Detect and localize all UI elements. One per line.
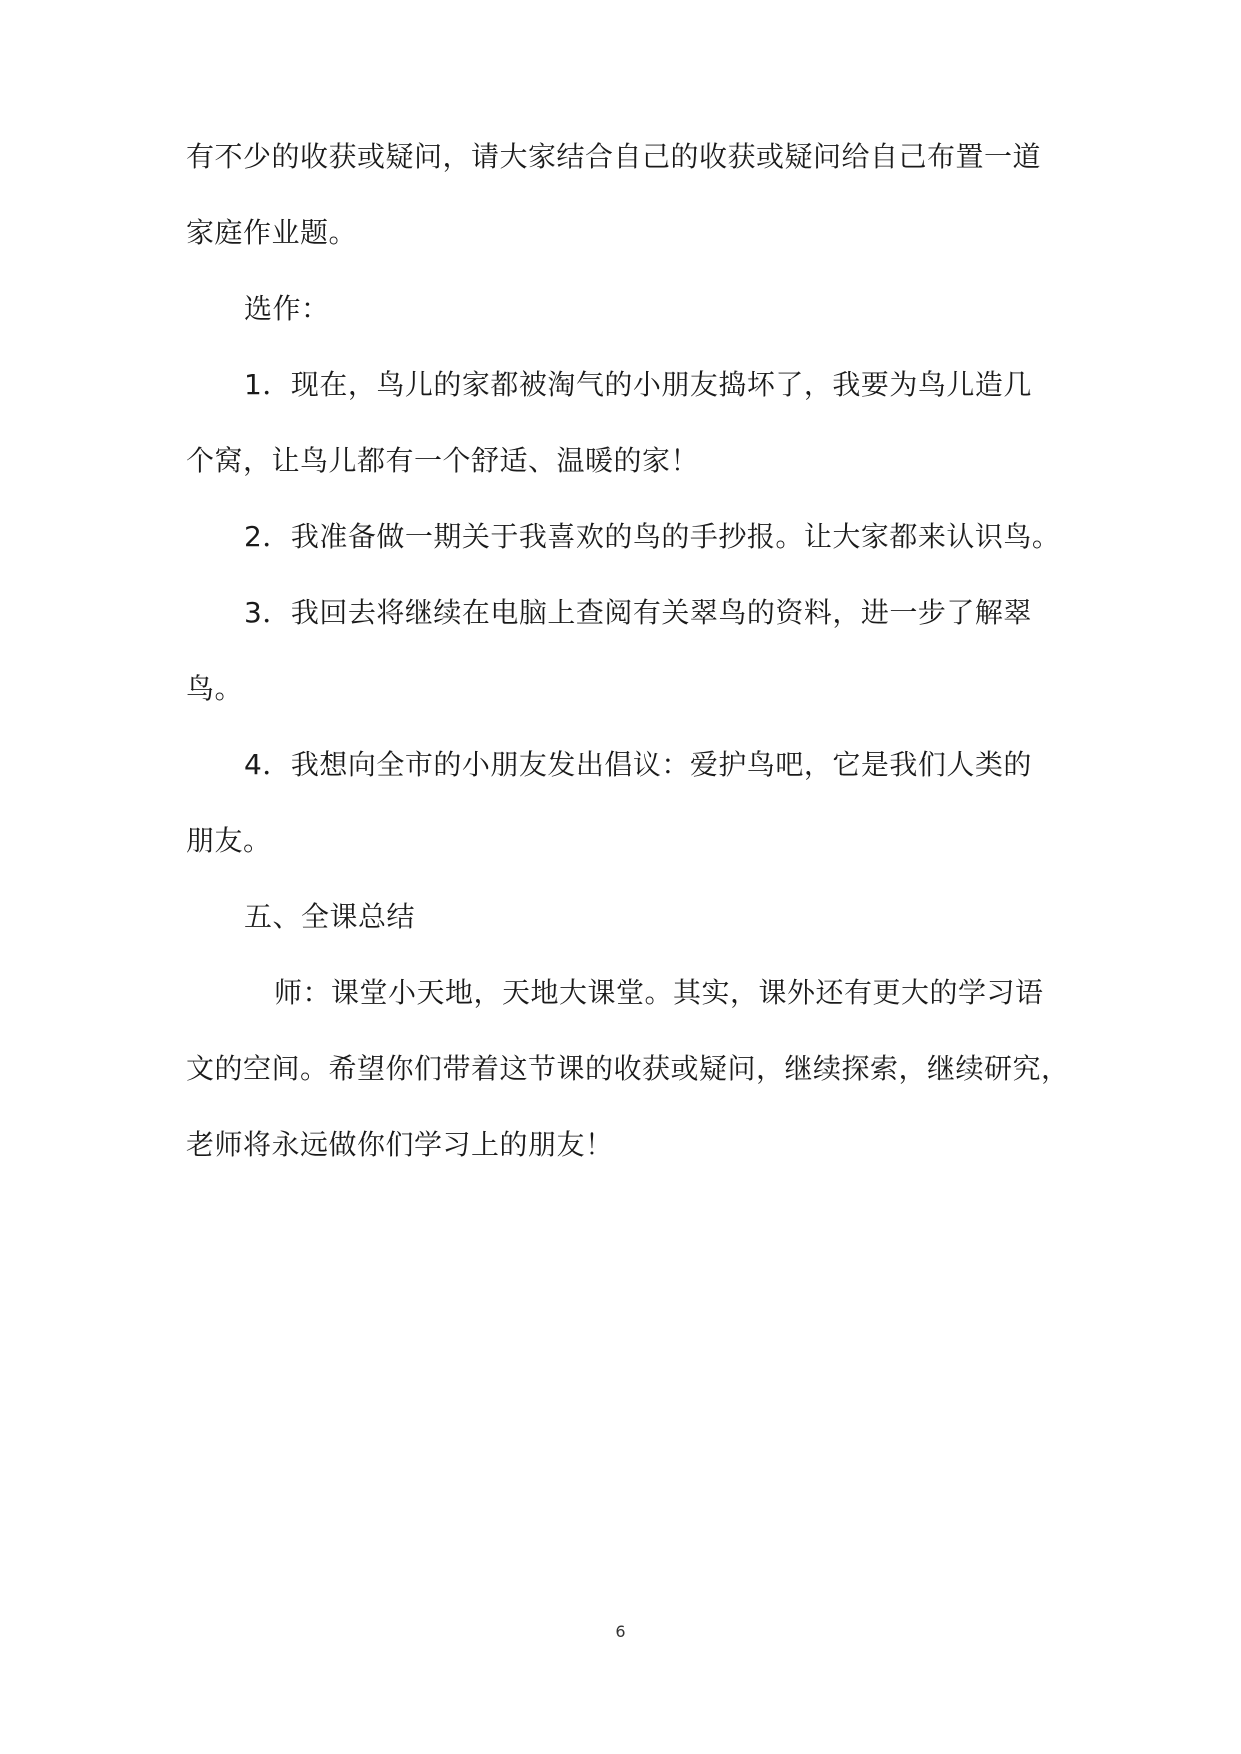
paragraph-line: 有不少的收获或疑问，请大家结合自己的收获或疑问给自己布置一道 <box>186 140 1042 173</box>
paragraph-line: 家庭作业题。 <box>186 216 358 249</box>
page-number: 6 <box>615 1622 626 1641</box>
list-item-1: 1．现在，鸟儿的家都被淘气的小朋友捣坏了，我要为鸟儿造几 <box>244 368 1032 401</box>
list-item-4-continued: 朋友。 <box>186 824 272 857</box>
section-heading: 五、全课总结 <box>244 900 416 933</box>
list-item-2: 2．我准备做一期关于我喜欢的鸟的手抄报。让大家都来认识鸟。 <box>244 520 1061 553</box>
list-item-3-continued: 鸟。 <box>186 672 244 705</box>
optional-heading: 选作： <box>244 292 330 325</box>
list-item-3: 3．我回去将继续在电脑上查阅有关翠鸟的资料，进一步了解翠 <box>244 596 1032 629</box>
list-item-1-continued: 个窝，让鸟儿都有一个舒适、温暖的家！ <box>186 444 700 477</box>
summary-paragraph: 师：课堂小天地，天地大课堂。其实，课外还有更大的学习语 <box>274 976 1044 1009</box>
summary-paragraph-continued: 文的空间。希望你们带着这节课的收获或疑问，继续探索，继续研究， <box>186 1052 1070 1085</box>
body-text <box>186 138 1070 1202</box>
summary-paragraph-end: 老师将永远做你们学习上的朋友！ <box>186 1128 614 1161</box>
list-item-4: 4．我想向全市的小朋友发出倡议：爱护鸟吧，它是我们人类的 <box>244 748 1032 781</box>
